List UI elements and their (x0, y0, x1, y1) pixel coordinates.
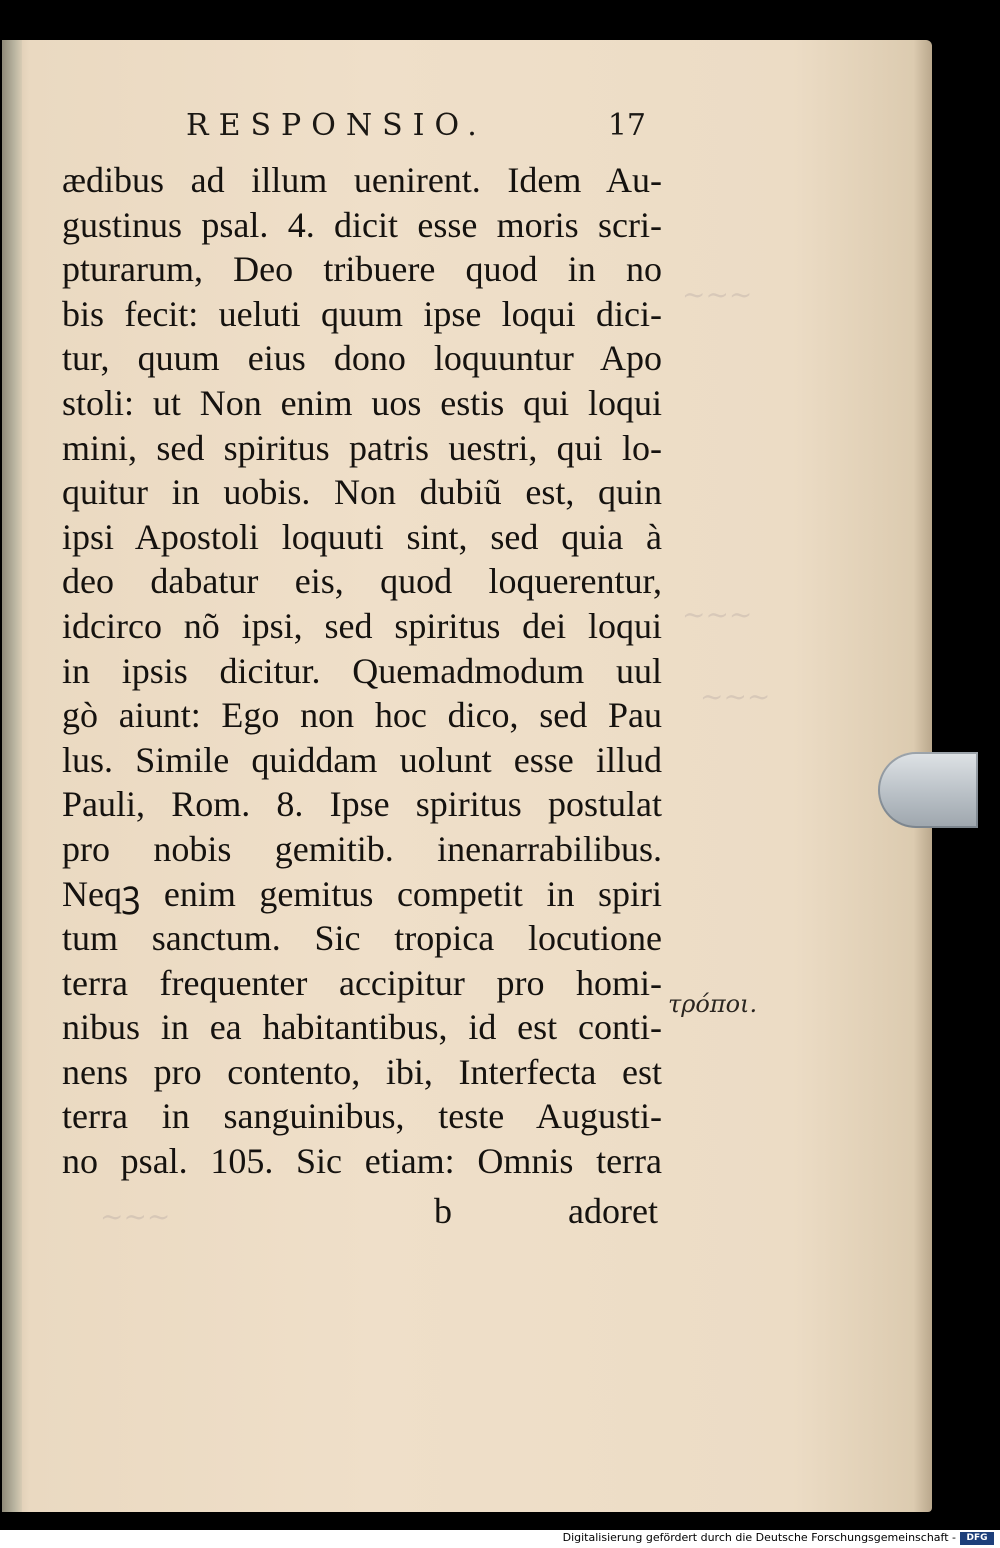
show-through-mark: ~~~ (700, 680, 771, 713)
text-line: pturarum, Deo tribuere quod in no (62, 249, 662, 290)
text-line: bis fecit: ueluti quum ipse loqui dici- (62, 293, 662, 334)
dfg-logo: DFG (960, 1532, 994, 1545)
show-through-mark: ~~~ (682, 598, 753, 631)
show-through-mark: ~~~ (100, 1200, 171, 1233)
folio-number: 17 (607, 108, 646, 143)
text-line: nens pro contento, ibi, Interfecta est (62, 1051, 662, 1092)
text-line: quitur in uobis. Non dubiũ est, quin (62, 472, 662, 513)
text-line: mini, sed spiritus patris uestri, qui lo- (62, 427, 662, 468)
text-line: tum sanctum. Sic tropica locutione (62, 918, 662, 959)
body-text (62, 158, 662, 1184)
text-line: terra in sanguinibus, teste Augusti- (62, 1096, 662, 1137)
text-line: no psal. 105. Sic etiam: Omnis terra (62, 1141, 662, 1182)
text-line: terra frequenter accipitur pro homi- (62, 962, 662, 1003)
signature-mark: b (434, 1191, 452, 1231)
text-line: deo dabatur eis, quod loquerentur, (62, 561, 662, 602)
footer-bar (0, 1530, 1000, 1548)
text-line: idcirco nõ ipsi, sed spiritus dei loqui (62, 605, 662, 646)
running-title: RESPONSIO. (186, 108, 487, 143)
text-line: tur, quum eius dono loquuntur Apo (62, 338, 662, 379)
text-line: ædibus ad illum uenirent. Idem Au- (62, 160, 662, 200)
text-line: gò aiunt: Ego non hoc dico, sed Pau (62, 695, 662, 736)
text-line: in ipsis dicitur. Quemadmodum uul (62, 650, 662, 691)
page-header (186, 108, 666, 148)
text-line: pro nobis gemitib. inenarrabilibus. (62, 828, 662, 869)
marginal-note: τρόποι. (668, 990, 758, 1018)
text-line: Neqꝫ enim gemitus competit in spiri (62, 873, 662, 914)
text-line: gustinus psal. 4. dicit esse moris scri- (62, 204, 662, 245)
text-line: stoli: ut Non enim uos estis qui loqui (62, 382, 662, 423)
text-line: nibus in ea habitantibus, id est conti- (62, 1007, 662, 1048)
page-gutter (2, 40, 22, 1512)
show-through-mark: ~~~ (682, 278, 753, 311)
text-line: ipsi Apostoli loquuti sint, sed quia à (62, 516, 662, 557)
text-line: lus. Simile quiddam uolunt esse illud (62, 739, 662, 780)
catchword: adoret (568, 1191, 658, 1231)
page-clip (878, 752, 978, 828)
text-line: Pauli, Rom. 8. Ipse spiritus postulat (62, 784, 662, 825)
funding-credit: Digitalisierung gefördert durch die Deutsche Forschungsgemeinschaft - (562, 1531, 956, 1544)
catchline (62, 1190, 662, 1236)
